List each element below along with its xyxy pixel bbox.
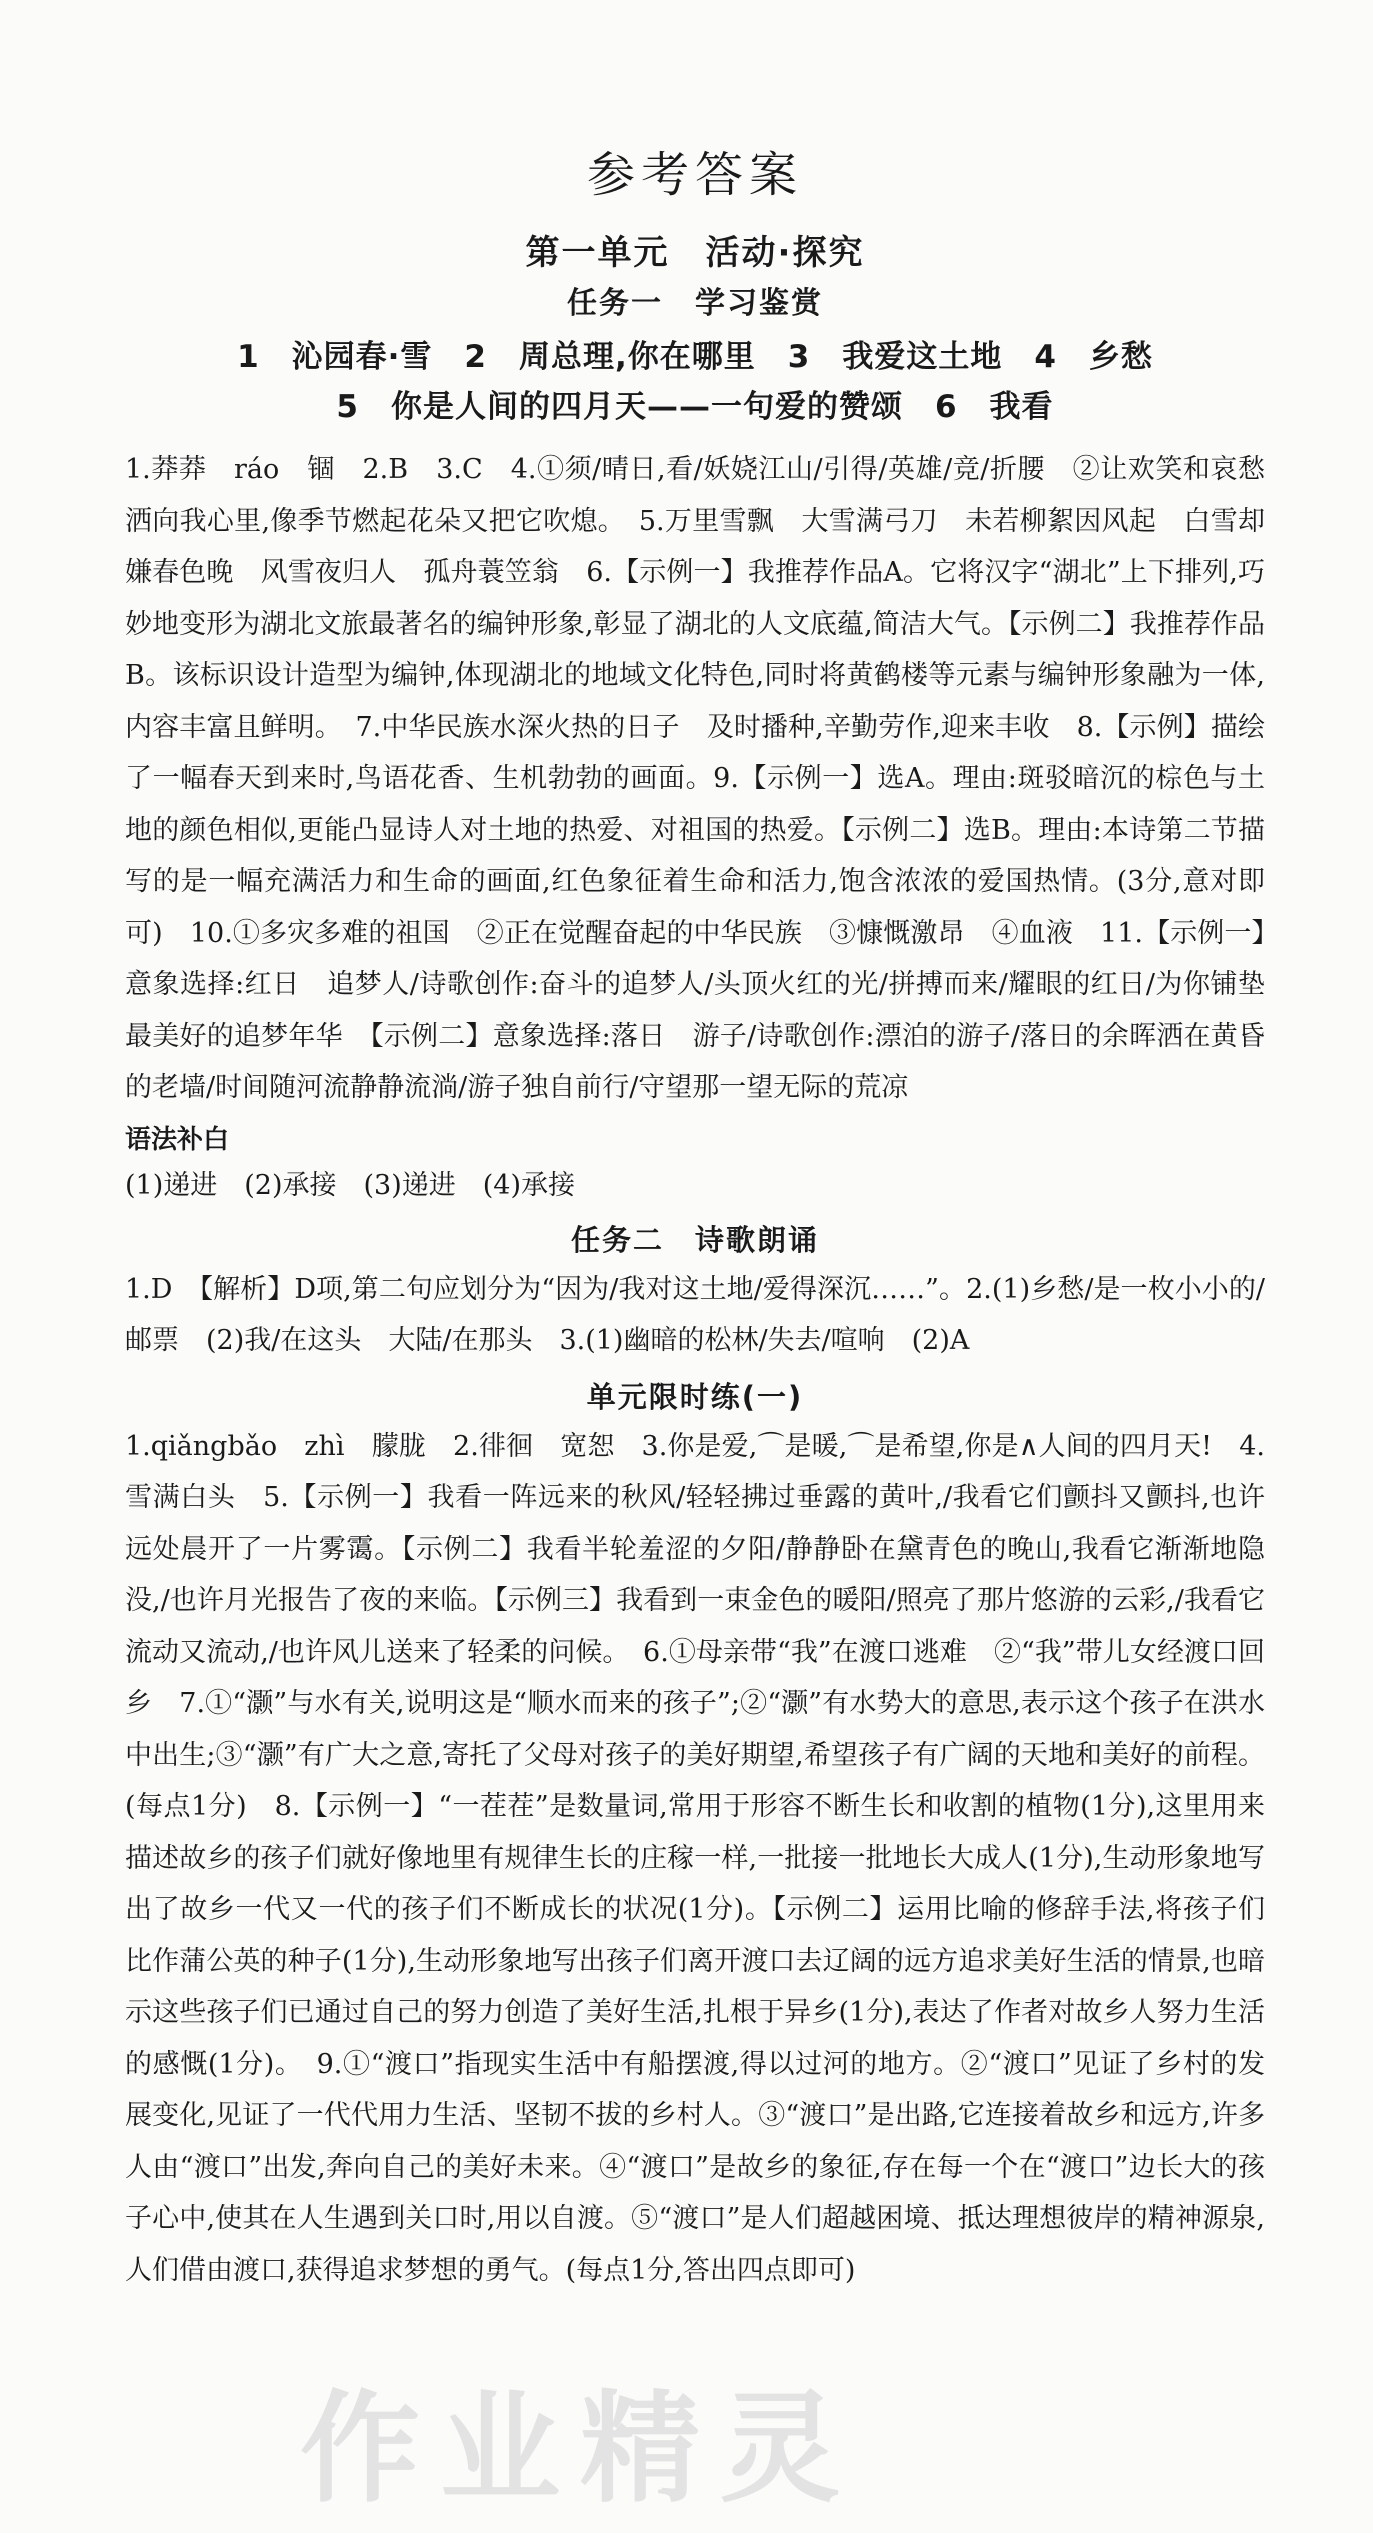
unit-heading: 第一单元 活动·探究 bbox=[525, 233, 865, 273]
drill-answers: 1.qiǎngbǎo zhì 朦胧 2.徘徊 宽恕 3.你是爱,⌒是暖,⌒是希望,你是∧人间的四月天! 4.雪满白头 5.【示例一】我看一阵远来的秋风/轻轻拂过垂露的黄叶,/我看它们颤抖又颤抖,也许远处晨开了一片雾霭。【示例二】我看半轮羞涩的夕阳/静静卧在黛青色的晚山,我看它渐渐地隐没,/也许月光报告了夜的来临。【示例三】我看到一束金色的暖阳/照亮了那片悠游的云彩,/我看它流动又流动,/也许风儿送来了轻柔的问候。 6.①母亲带“我”在渡口逃难 ②“我”带儿女经渡口回乡 7.①“灏”与水有关,说明这是“顺水而来的孩子”;②“灏”有水势大的意思,表示这个孩子在洪水中出生;③“灏”有广大之意,寄托了父母对孩子的美好期望,希望孩子有广阔的天地和美好的前程。(每点1分) 8.【示例一】“一茬茬”是数量词,常用于形容不断生长和收割的植物(1分),这里用来描述故乡的孩子们就好像地里有规律生长的庄稼一样,一批接一批地长大成人(1分),生动形象地写出了故乡一代又一代的孩子们不断成长的状况(1分)。【示例二】运用比喻的修辞手法,将孩子们比作蒲公英的种子(1分),生动形象地写出孩子们离开渡口去辽阔的远方追求美好生活的情景,也暗示这些孩子们已通过自己的努力创造了美好生活,扎根于异乡(1分),表达了作者对故乡人努力生活的感慨(1分)。 9.①“渡口”指现实生活中有船摆渡,得以过河的地方。②“渡口”见证了乡村的发展变化,见证了一代代用力生活、坚韧不拔的乡村人。③“渡口”是出路,它连接着故乡和远方,许多人由“渡口”出发,奔向自己的美好未来。④“渡口”是故乡的象征,存在每一个在“渡口”边长大的孩子心中,使其在人生遇到关口时,用以自渡。⑤“渡口”是人们超越困境、抵达理想彼岸的精神源泉,人们借由渡口,获得追求梦想的勇气。(每点1分,答出四点即可) bbox=[125, 1430, 1265, 2286]
drill-heading: 单元限时练(一) bbox=[586, 1379, 804, 1414]
task1-heading: 任务一 学习鉴赏 bbox=[567, 286, 823, 321]
task1-toc-line2: 5 你是人间的四月天——一句爱的赞颂 6 我看 bbox=[336, 389, 1054, 425]
grammar-answers: (1)递进 (2)承接 (3)递进 (4)承接 bbox=[125, 1169, 575, 1201]
grammar-heading: 语法补白 bbox=[125, 1124, 230, 1155]
watermark-logo: 作业精灵 bbox=[300, 2380, 860, 2519]
answer-page bbox=[125, 140, 1265, 2296]
task1-toc-line1: 1 沁园春·雪 2 周总理,你在哪里 3 我爱这土地 4 乡愁 bbox=[237, 339, 1153, 375]
task2-answers: 1.D 【解析】D项,第二句应划分为“因为/我对这土地/爱得深沉……”。2.(1)乡愁/是一枚小小的/邮票 (2)我/在这头 大陆/在那头 3.(1)幽暗的松林/失去/喧响 (2)A bbox=[125, 1273, 1265, 1356]
page-title: 参考答案 bbox=[586, 147, 803, 203]
task2-heading: 任务二 诗歌朗诵 bbox=[570, 1222, 819, 1257]
task1-answers: 1.莽莽 ráo 锢 2.B 3.C 4.①须/晴日,看/妖娆江山/引得/英雄/竞/折腰 ②让欢笑和哀愁洒向我心里,像季节燃起花朵又把它吹熄。 5.万里雪飘 大雪满弓刀 未若柳絮因风起 白雪却嫌春色晚 风雪夜归人 孤舟蓑笠翁 6.【示例一】我推荐作品A。它将汉字“湖北”上下排列,巧妙地变形为湖北文旅最著名的编钟形象,彰显了湖北的人文底蕴,简洁大气。【示例二】我推荐作品B。该标识设计造型为编钟,体现湖北的地域文化特色,同时将黄鹤楼等元素与编钟形象融为一体,内容丰富且鲜明。 7.中华民族水深火热的日子 及时播种,辛勤劳作,迎来丰收 8.【示例】描绘了一幅春天到来时,鸟语花香、生机勃勃的画面。9.【示例一】选A。理由:斑驳暗沉的棕色与土地的颜色相似,更能凸显诗人对土地的热爱、对祖国的热爱。【示例二】选B。理由:本诗第二节描写的是一幅充满活力和生命的画面,红色象征着生命和活力,饱含浓浓的爱国热情。(3分,意对即可) 10.①多灾多难的祖国 ②正在觉醒奋起的中华民族 ③慷慨激昂 ④血液 11.【示例一】意象选择:红日 追梦人/诗歌创作:奋斗的追梦人/头顶火红的光/拼搏而来/耀眼的红日/为你铺垫最美好的追梦年华 【示例二】意象选择:落日 游子/诗歌创作:漂泊的游子/落日的余晖洒在黄昏的老墙/时间随河流静静流淌/游子独自前行/守望那一望无际的荒凉 bbox=[125, 454, 1265, 1103]
